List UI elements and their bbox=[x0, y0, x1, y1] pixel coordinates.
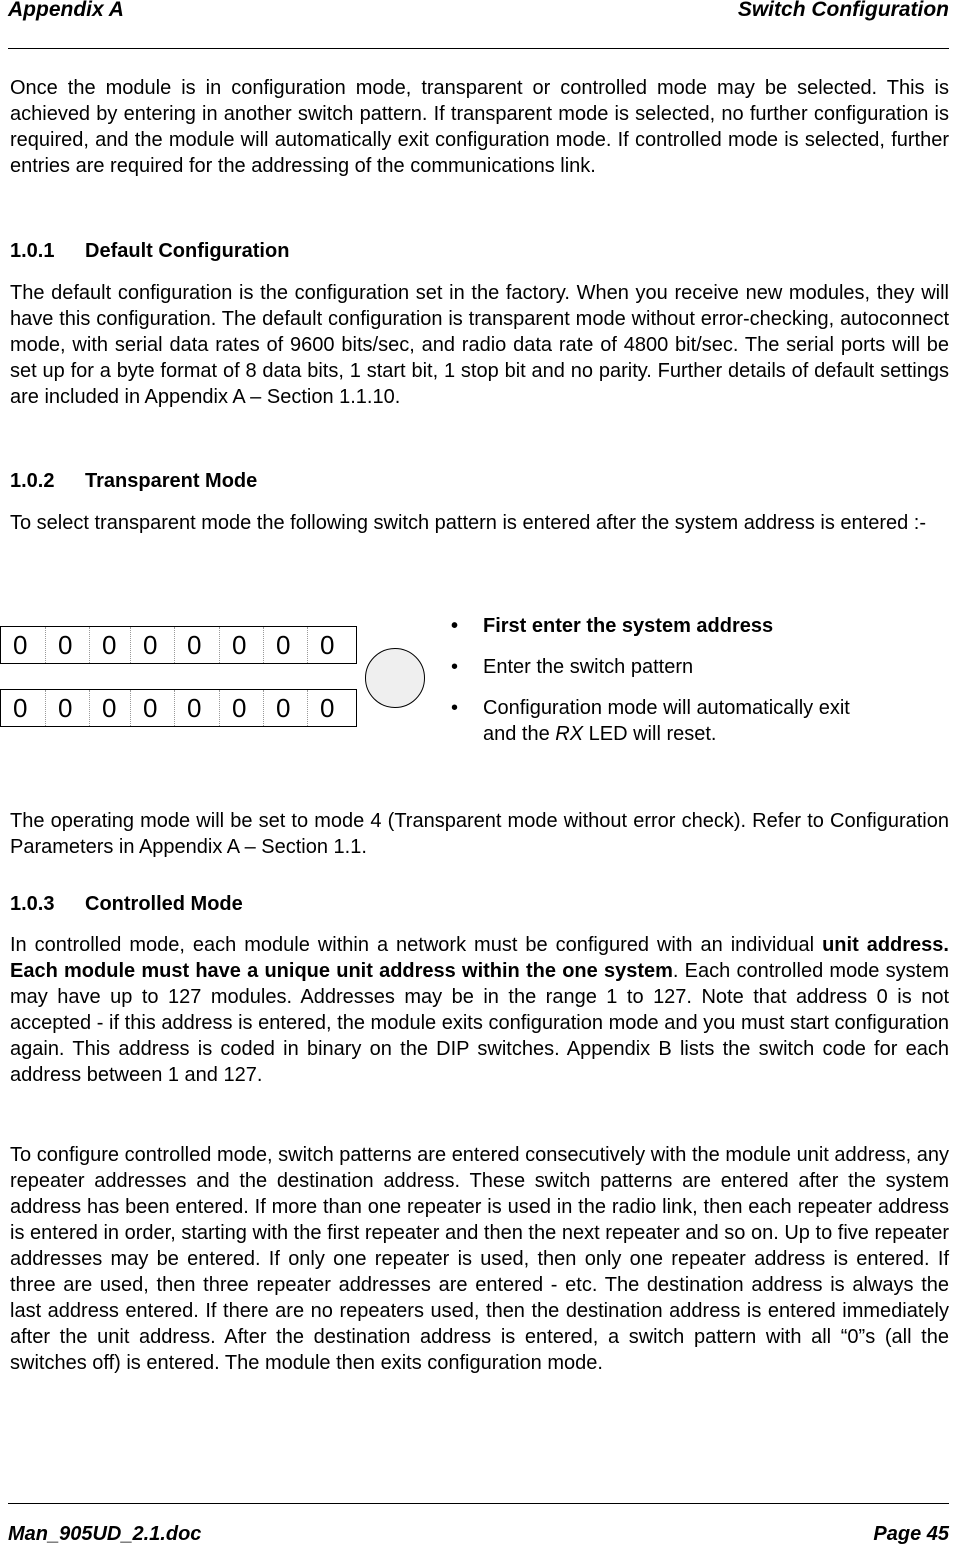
section-heading-transparent bbox=[10, 468, 257, 494]
controlled-mode-paragraph-2: To configure controlled mode, switch patterns are entered consecutively with the module unit address, any repeater addresses and the destination address. These switch patterns are entered after the system address has been entered. If more than one repeater is used in the radio link, then each repeater address is entered in order, starting with the first repeater and then the next repeater and so on. Up to five repeater addresses may be entered. If only one repeater is used, then only one repeater address is entered. If three are used, then three repeater addresses are entered - etc. The destination address is always the last address entered. If there are no repeaters used, then the destination address is entered immediately after the unit address. After the destination address is entered, a switch pattern with all “0”s (all the switches off) is entered. The module then exits configuration mode. bbox=[10, 1144, 949, 1374]
section-number: 1.0.3 bbox=[10, 893, 55, 915]
switch-cell: 0 bbox=[90, 627, 131, 663]
section-heading-default bbox=[10, 238, 289, 264]
header-rule bbox=[8, 48, 949, 49]
section-number: 1.0.1 bbox=[10, 240, 55, 262]
footer-rule bbox=[8, 1503, 949, 1504]
intro-paragraph: Once the module is in configuration mode, transparent or controlled mode may be selected. This is achieved by entering in another switch pattern. If transparent mode is selected, no further configuration is required, and the module will automatically exit configuration mode. If controlled mode is selected, further entries are required for the addressing of the communications link. bbox=[10, 77, 949, 177]
section-title: Transparent Mode bbox=[85, 470, 258, 492]
switch-cell: 0 bbox=[1, 627, 46, 663]
paragraph-text: . Each controlled mode system may have up to 127 modules. Addresses may be in the range 1 to 127. Note that address 0 is not accepted - if this address is entered, the module exits configuration mode and you must start configuration again. This address is coded in binary on the DIP switches. Appendix B lists the switch code for each address between 1 and 127. bbox=[10, 960, 949, 1086]
header-left: Appendix A bbox=[8, 0, 124, 21]
step-item: • First enter the system address bbox=[451, 613, 881, 639]
switch-cell: 0 bbox=[175, 690, 220, 726]
controlled-mode-paragraph-1 bbox=[10, 932, 949, 1088]
step-text: LED will reset. bbox=[583, 723, 717, 745]
section-heading-controlled bbox=[10, 891, 243, 917]
step-item: • Enter the switch pattern bbox=[451, 654, 881, 680]
section-title: Default Configuration bbox=[85, 240, 290, 262]
led-indicator bbox=[365, 648, 425, 708]
switch-cell: 0 bbox=[320, 630, 335, 660]
switch-cell: 0 bbox=[175, 627, 220, 663]
switch-cell: 0 bbox=[46, 690, 90, 726]
transparent-mode-paragraph: To select transparent mode the following switch pattern is entered after the system address is entered :- bbox=[10, 512, 927, 534]
step-item bbox=[451, 695, 881, 747]
switch-cell: 0 bbox=[220, 627, 264, 663]
footer-page bbox=[873, 1523, 949, 1546]
switch-cell: 0 bbox=[131, 627, 175, 663]
footer-doc-name: Man_905UD_2.1.doc bbox=[8, 1523, 202, 1545]
section-title: Controlled Mode bbox=[85, 893, 243, 915]
switch-cell: 0 bbox=[90, 690, 131, 726]
switch-cell: 0 bbox=[264, 690, 308, 726]
switch-cell: 0 bbox=[220, 690, 264, 726]
switch-cell: 0 bbox=[1, 690, 46, 726]
footer-page-label: Page bbox=[873, 1523, 927, 1545]
footer-page-number: 45 bbox=[926, 1523, 949, 1545]
step-text-italic: RX bbox=[555, 723, 584, 745]
step-text: Configuration mode will automatically exit and the bbox=[483, 697, 850, 745]
switch-cell: 0 bbox=[264, 627, 308, 663]
switch-pattern-row-2 bbox=[0, 689, 357, 727]
operating-mode-paragraph: The operating mode will be set to mode 4 (Transparent mode without error check). Refer to Configuration Parameters in Appendix A – Section 1.1. bbox=[10, 810, 949, 858]
switch-cell: 0 bbox=[320, 693, 335, 723]
switch-cell: 0 bbox=[131, 690, 175, 726]
header-right: Switch Configuration bbox=[737, 0, 949, 21]
switch-pattern-row-1 bbox=[0, 626, 357, 664]
steps-list bbox=[451, 613, 881, 747]
switch-cell: 0 bbox=[46, 627, 90, 663]
default-config-paragraph: The default configuration is the configuration set in the factory. When you receive new modules, they will have this configuration. The default configuration is transparent mode without error-checking, autoconnect mode, with serial data rates of 9600 bits/sec, and radio data rate of 4800 bit/sec. The serial ports will be set up for a byte format of 8 data bits, 1 start bit, 1 stop bit and no parity. Further details of default settings are included in Appendix A – Section 1.1.10. bbox=[10, 282, 949, 408]
section-number: 1.0.2 bbox=[10, 470, 55, 492]
paragraph-bold-text: unit address. Each module must have a unique unit address within the one system bbox=[10, 934, 949, 982]
paragraph-text: In controlled mode, each module within a network must be configured with an individual bbox=[10, 934, 823, 956]
